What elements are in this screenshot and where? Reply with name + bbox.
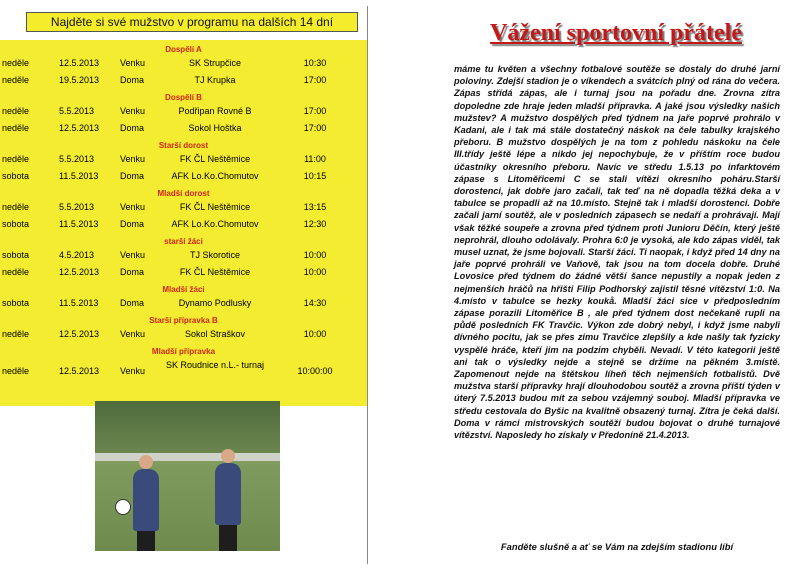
schedule-table	[0, 40, 367, 406]
match-time: 10:00:00	[297, 366, 333, 376]
match-row	[0, 327, 367, 342]
match-place: Venku	[120, 366, 146, 376]
match-row	[0, 296, 367, 311]
match-time: 10:30	[303, 58, 327, 68]
match-date: 12.5.2013	[59, 123, 100, 133]
match-row	[0, 217, 367, 232]
match-place: Doma	[120, 123, 145, 133]
match-day: sobota	[2, 171, 30, 181]
match-row	[0, 169, 367, 184]
match-row	[0, 358, 367, 388]
match-time: 10:00	[303, 267, 327, 277]
match-opponent: FK ČL Neštěmice	[179, 267, 251, 277]
match-opponent: SK Strupčice	[188, 58, 242, 68]
match-place: Doma	[120, 298, 145, 308]
category-label: Mladší žáci	[162, 285, 205, 294]
match-time: 10:00	[303, 329, 327, 339]
match-row	[0, 73, 367, 88]
match-day: sobota	[2, 250, 30, 260]
referee-left	[133, 469, 159, 531]
match-opponent: FK ČL Neštěmice	[179, 154, 251, 164]
match-row	[0, 104, 367, 119]
match-time: 17:00	[303, 106, 327, 116]
match-place: Doma	[120, 267, 145, 277]
match-opponent: AFK Lo.Ko.Chomutov	[171, 219, 259, 229]
match-opponent: Sokol Hoštka	[188, 123, 242, 133]
match-row	[0, 200, 367, 215]
match-opponent: FK ČL Neštěmice	[179, 202, 251, 212]
match-row	[0, 56, 367, 71]
category-label: Starší dorost	[158, 141, 209, 150]
football-icon	[115, 499, 131, 515]
match-time: 17:00	[303, 75, 327, 85]
match-opponent: SK Roudnice n.L.- turnaj	[165, 360, 265, 370]
match-row	[0, 121, 367, 136]
match-place: Venku	[120, 329, 146, 339]
match-opponent: AFK Lo.Ko.Chomutov	[171, 171, 259, 181]
category-label: Mladší dorost	[157, 189, 210, 198]
photo-fence	[95, 453, 280, 461]
match-time: 17:00	[303, 123, 327, 133]
category-label: Dospělí A	[165, 45, 202, 54]
category-label: Mladší přípravka	[151, 347, 216, 356]
match-date: 5.5.2013	[59, 106, 95, 116]
match-time: 11:00	[304, 154, 326, 164]
match-day: neděle	[2, 267, 30, 277]
match-row	[0, 152, 367, 167]
match-date: 12.5.2013	[59, 267, 100, 277]
match-day: neděle	[2, 154, 30, 164]
match-day: neděle	[2, 123, 30, 133]
match-day: neděle	[2, 329, 30, 339]
match-date: 5.5.2013	[59, 202, 95, 212]
match-day: sobota	[2, 298, 30, 308]
match-time: 10:00	[303, 250, 327, 260]
match-opponent: TJ Krupka	[194, 75, 236, 85]
category-label: Dospělí B	[165, 93, 202, 102]
photo-trees	[95, 401, 280, 456]
referee-right	[215, 463, 241, 525]
article-closing: Fanděte slušně a ať se Vám na zdejším stadionu líbí	[500, 541, 734, 552]
category-label: starší žáci	[164, 237, 203, 246]
match-day: neděle	[2, 58, 30, 68]
match-date: 4.5.2013	[59, 250, 95, 260]
match-place: Venku	[120, 154, 146, 164]
match-place: Venku	[120, 202, 146, 212]
referees-photo	[95, 401, 280, 551]
match-date: 11.5.2013	[59, 171, 99, 181]
match-date: 12.5.2013	[59, 329, 100, 339]
match-opponent: Sokol Straškov	[184, 329, 246, 339]
match-date: 11.5.2013	[59, 219, 99, 229]
match-day: sobota	[2, 219, 30, 229]
match-day: neděle	[2, 106, 30, 116]
match-day: neděle	[2, 366, 30, 376]
category-label: Starší přípravka B	[149, 316, 218, 325]
match-place: Doma	[120, 219, 145, 229]
match-place: Venku	[120, 250, 146, 260]
schedule-header: Najděte si své mužstvo v programu na dalších 14 dní	[26, 12, 358, 32]
match-date: 19.5.2013	[59, 75, 100, 85]
match-day: neděle	[2, 75, 30, 85]
match-date: 12.5.2013	[59, 366, 100, 376]
match-opponent: TJ Skorotice	[189, 250, 240, 260]
match-place: Venku	[120, 58, 146, 68]
match-opponent: Dynamo Podlusky	[178, 298, 252, 308]
match-time: 14:30	[303, 298, 327, 308]
schedule-panel	[0, 6, 368, 564]
match-date: 12.5.2013	[59, 58, 100, 68]
match-place: Doma	[120, 171, 145, 181]
match-place: Doma	[120, 75, 145, 85]
match-row	[0, 248, 367, 263]
match-opponent: Podřipan Rovné B	[178, 106, 252, 116]
match-date: 11.5.2013	[59, 298, 99, 308]
match-time: 13:15	[303, 202, 327, 212]
match-row	[0, 265, 367, 280]
article-body: máme tu květen a všechny fotbalové soutěže se dostaly do druhé jarní poloviny. Zdejší stadion je o víkendech a svátcích plný od rána do večera. Zápas střídá zápas, ale i turnaj jsou na pořadu dne. Zrovna zítra dopoledne zde hraje jeden mladší přípravka. A jaké jsou výsledky našich mužstev? A mužstvo dospělých před týdnem na jaře poprvé prohrálo v Kadani, ale i tak má stále dostatečný náskok na čele tabulky krajského přeboru. B mužstvo dospělých je na tom z pohledu náskoku na čele III.třídy ještě lépe a nikdo jej nepochybuje, že v příštím roce budou účastníky okresního přeboru. Navíc ve středu 1.5.13 po infarktovém zápase s Litoměřicemi C se stali vítězi okresního poháru.Starší dorostenci, jak dobře jaro začali, tak teď na ně dopadla těžká deka a v tabulce se propadli až na 10.místo. Stejně tak i mladší dorostenci. Dobře začali jarní soutěž, ale v posledních zápasech se nedaří a prohrávají. Mají však těžké soupeře a zrovna před týdnem proti Junioru Děčín, který ještě neprohrál, dlouho odolávaly. Prohra 6:0 je vysoká, ale kdo zápas viděl, tak musel uznat, že jsme bojovali. Starší žáci. Ti naopak, i když před 14 dny na jaře poprvé prohráli ve Vaňově, tak jsou na tom docela dobře. Druhé Lovosice před týdnem do žádné větší šance nepustily a nopak jeden z nejmenších hráčů na hřišti Filip Podhorský zajistil těsné vítězství 1:0. Na 4.místo v tabulce se hezky koukå. Mladší žáci sice v předposledním zápase porazili Litoměřice B , ale před týdnem dost nečekaně rupli na půdě posledních FK Travčic. Výkon zde dobrý nebyl, i když jsme nabyli dívného pocitu, jak se přes zimu Travčice zlepšily a kde našly tak fyzicky vyspělé hráče, kteří jim na podzim chyběli. Nevadí. V této kategorii ještě ani tak o výsledky nejde a stejně se držíme na pěkném 3.místě. Zapomenout nejde na štětskou líheň těch nejmenších fotbalistů. Dvě mužstva starší přípravky hrají dlouhodobou soutěž a zrovna příští týden v úterý 7.5.2013 budou mít za sebou vzájemný souboj. Mladší přípravka ve středu cestovala do Byšic na kvalitně obsazený turnaj. Zítra je čeká další. Doma v rámci mistrovských soutěží budou bojovat o druhé turnajové vítězství. Naposledy ho získaly v Předoníně 21.4.2013.	[454, 64, 780, 441]
match-place: Venku	[120, 106, 146, 116]
match-date: 5.5.2013	[59, 154, 95, 164]
match-day: neděle	[2, 202, 30, 212]
article-title: Vážení sportovní přátelé	[490, 20, 742, 46]
match-time: 12:30	[303, 219, 327, 229]
match-time: 10:15	[303, 171, 327, 181]
